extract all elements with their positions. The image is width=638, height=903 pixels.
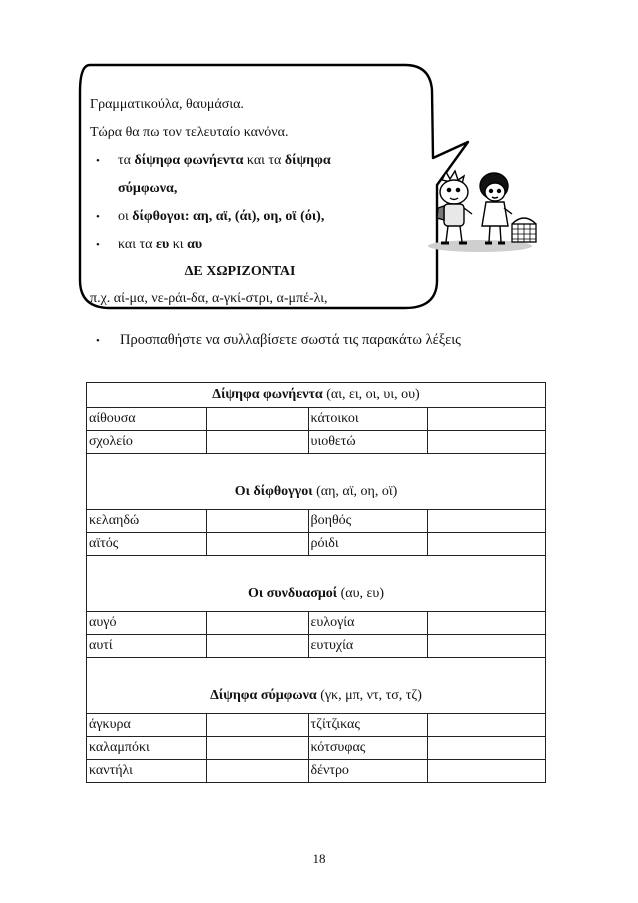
word-cell: αϊτός (87, 533, 207, 556)
bullet: • (96, 239, 100, 251)
girl-figure (480, 173, 512, 243)
basket (512, 218, 536, 242)
word-cell: δέντρο (308, 760, 428, 783)
bullet: • (96, 155, 100, 167)
section-subtitle: (αυ, ευ) (337, 586, 384, 601)
bubble-item-1-continued: σύμφωνα, (118, 181, 178, 196)
word-cell: ρόιδι (308, 533, 428, 556)
table-row (87, 431, 546, 454)
section-header (87, 556, 546, 612)
bubble-item-1: • τα δίψηφα φωνήεντα και τα δίψηφα (96, 153, 331, 168)
word-cell: κελαηδώ (87, 510, 207, 533)
answer-cell[interactable] (206, 431, 308, 454)
section-header (87, 658, 546, 714)
page-number: 18 (312, 851, 326, 866)
answer-cell[interactable] (428, 431, 546, 454)
answer-cell[interactable] (206, 635, 308, 658)
bubble-item-2: • οι δίφθογοι: αη, αϊ, (άι), οη, οϊ (όι), (96, 209, 325, 224)
table-row (87, 408, 546, 431)
section-subtitle: (αη, αϊ, οη, οϊ) (312, 484, 398, 499)
answer-cell[interactable] (206, 612, 308, 635)
section-header (87, 383, 546, 408)
boy-figure (437, 171, 472, 243)
section-title: Δίψηφα φωνήεντα (212, 387, 323, 402)
answer-cell[interactable] (206, 760, 308, 783)
word-cell: αυτί (87, 635, 207, 658)
answer-cell[interactable] (428, 635, 546, 658)
answer-cell[interactable] (428, 612, 546, 635)
syllabification-table (86, 382, 546, 783)
word-cell: τζίτζικας (308, 714, 428, 737)
table-row (87, 533, 546, 556)
section-title: Δίψηφα σύμφωνα (210, 688, 317, 703)
word-cell: κάτοικοι (308, 408, 428, 431)
table-row (87, 510, 546, 533)
section-title: Οι συνδυασμοί (247, 586, 338, 601)
answer-cell[interactable] (428, 760, 546, 783)
answer-cell[interactable] (428, 408, 546, 431)
answer-cell[interactable] (206, 510, 308, 533)
answer-cell[interactable] (428, 533, 546, 556)
section-title: Οι δίφθογγοι (234, 484, 313, 499)
bubble-line-2: Τώρα θα πω τον τελευταίο κανόνα. (90, 125, 289, 140)
word-cell: ευλογία (308, 612, 428, 635)
section-subtitle: (αι, ει, οι, υι, ου) (322, 387, 420, 402)
bullet: • (96, 335, 100, 347)
table-row (87, 635, 546, 658)
word-cell: κότσυφας (308, 737, 428, 760)
bubble-line-1: Γραμματικούλα, θαυμάσια. (90, 97, 244, 112)
bubble-example: π.χ. αί-μα, νε-ράι-δα, α-γκί-στρι, α-μπέ-λι, (90, 291, 328, 306)
word-cell: άγκυρα (87, 714, 207, 737)
instruction-text: Προσπαθήστε να συλλαβίσετε σωστά τις παρακάτω λέξεις (120, 332, 461, 348)
table-row (87, 612, 546, 635)
table-row (87, 714, 546, 737)
section-subtitle: (γκ, μπ, ντ, τσ, τζ) (316, 688, 422, 703)
word-cell: καλαμπόκι (87, 737, 207, 760)
section-header (87, 454, 546, 510)
bubble-rule: ΔΕ ΧΩΡΙΖΟΝΤΑΙ (184, 264, 296, 279)
bubble-item-3: • και τα ευ κι αυ (96, 237, 203, 252)
answer-cell[interactable] (428, 510, 546, 533)
answer-cell[interactable] (428, 714, 546, 737)
table-row (87, 737, 546, 760)
answer-cell[interactable] (206, 408, 308, 431)
word-cell: καντήλι (87, 760, 207, 783)
answer-cell[interactable] (428, 737, 546, 760)
answer-cell[interactable] (206, 714, 308, 737)
bullet: • (96, 211, 100, 223)
word-cell: σχολείο (87, 431, 207, 454)
word-cell: αίθουσα (87, 408, 207, 431)
word-cell: βοηθός (308, 510, 428, 533)
word-cell: αυγό (87, 612, 207, 635)
table-row (87, 760, 546, 783)
cartoon-children-icon (420, 168, 538, 254)
word-cell: ευτυχία (308, 635, 428, 658)
answer-cell[interactable] (206, 533, 308, 556)
answer-cell[interactable] (206, 737, 308, 760)
word-cell: υιοθετώ (308, 431, 428, 454)
instruction (96, 332, 461, 349)
